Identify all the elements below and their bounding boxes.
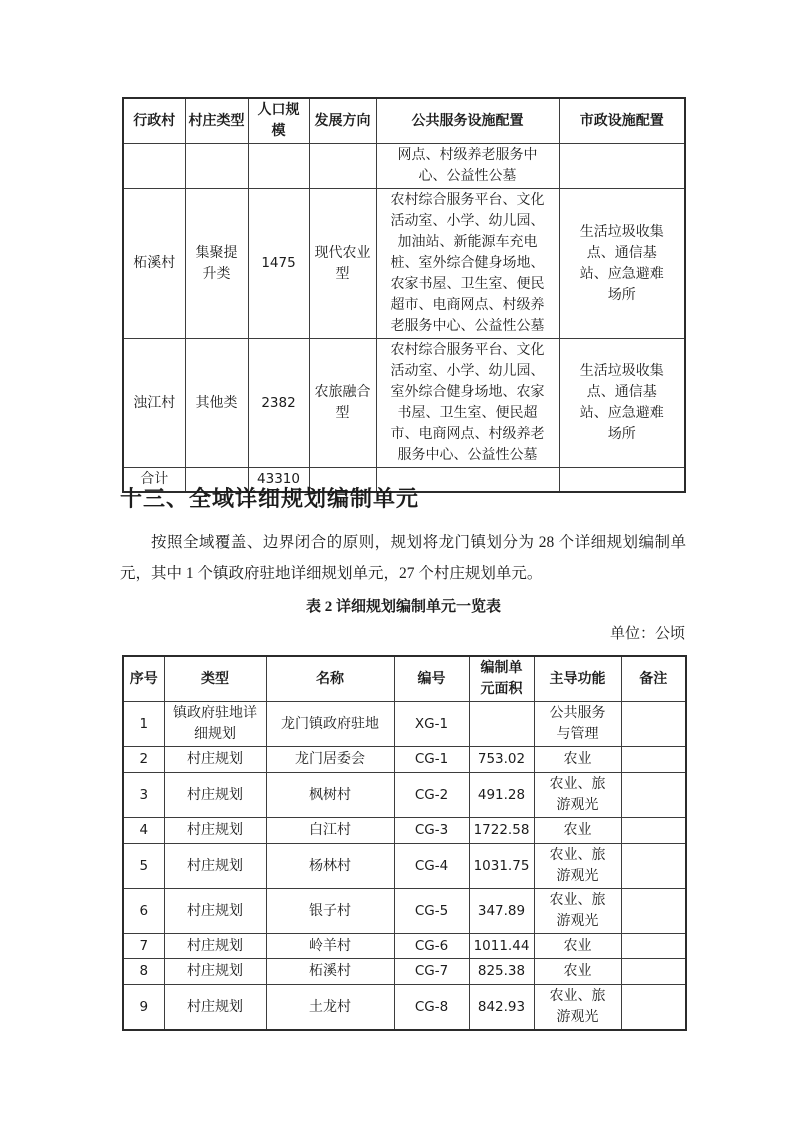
facilities-table xyxy=(122,97,686,493)
table-cell: 825.38 xyxy=(469,959,534,985)
column-header: 发展方向 xyxy=(309,98,376,144)
table-cell: 1011.44 xyxy=(469,934,534,959)
table-cell: 杨林村 xyxy=(266,844,394,889)
table-cell: CG-5 xyxy=(394,889,469,934)
table-row xyxy=(123,818,686,844)
table-cell: 银子村 xyxy=(266,889,394,934)
table-cell xyxy=(621,985,686,1031)
table-cell: 生活垃圾收集点、通信基站、应急避难场所 xyxy=(559,189,685,339)
table-cell: 集聚提升类 xyxy=(185,189,248,339)
table-cell: 合计 xyxy=(123,468,185,493)
table-cell: 347.89 xyxy=(469,889,534,934)
column-header: 市政设施配置 xyxy=(559,98,685,144)
table-cell: 村庄规划 xyxy=(164,889,266,934)
table-cell: 现代农业型 xyxy=(309,189,376,339)
table-cell: 枫树村 xyxy=(266,773,394,818)
table-cell xyxy=(248,144,309,189)
table-row xyxy=(123,747,686,773)
table-cell: 村庄规划 xyxy=(164,773,266,818)
table-cell: 1 xyxy=(123,702,164,747)
table-cell: 白江村 xyxy=(266,818,394,844)
table-cell xyxy=(123,144,185,189)
column-header: 备注 xyxy=(621,656,686,702)
table-cell xyxy=(621,702,686,747)
unit-note: 单位：公顷 xyxy=(609,626,685,642)
table-row xyxy=(123,144,685,189)
table-row xyxy=(123,959,686,985)
column-header: 人口规模 xyxy=(248,98,309,144)
table-cell: 村庄规划 xyxy=(164,985,266,1031)
column-header: 名称 xyxy=(266,656,394,702)
table-cell xyxy=(621,959,686,985)
table-cell: 土龙村 xyxy=(266,985,394,1031)
table-row xyxy=(123,934,686,959)
table-cell: 农村综合服务平台、文化活动室、小学、幼儿园、加油站、新能源车充电桩、室外综合健身场地、农家书屋、卫生室、便民超市、电商网点、村级养老服务中心、公益性公墓 xyxy=(376,189,559,339)
table-cell: 村庄规划 xyxy=(164,844,266,889)
column-header: 序号 xyxy=(123,656,164,702)
table-cell: 网点、村级养老服务中心、公益性公墓 xyxy=(376,144,559,189)
table-row xyxy=(123,773,686,818)
body-paragraph: 按照全域覆盖、边界闭合的原则，规划将龙门镇划分为 28 个详细规划编制单元，其中 1 个镇政府驻地详细规划单元，27 个村庄规划单元。 xyxy=(120,534,686,582)
table-cell: 其他类 xyxy=(185,339,248,468)
table-cell: 农业、旅游观光 xyxy=(534,985,621,1031)
table-cell: 龙门居委会 xyxy=(266,747,394,773)
table-cell: 43310 xyxy=(248,468,309,493)
table-cell: 农村综合服务平台、文化活动室、小学、幼儿园、室外综合健身场地、农家书屋、卫生室、便民超市、电商网点、村级养老服务中心、公益性公墓 xyxy=(376,339,559,468)
table-cell: 6 xyxy=(123,889,164,934)
table-cell: 村庄规划 xyxy=(164,818,266,844)
table-cell: 2382 xyxy=(248,339,309,468)
table-cell: CG-3 xyxy=(394,818,469,844)
table-cell xyxy=(621,818,686,844)
table-cell: 1475 xyxy=(248,189,309,339)
table-cell: 农业 xyxy=(534,934,621,959)
table-cell: 浊江村 xyxy=(123,339,185,468)
table-cell: 1722.58 xyxy=(469,818,534,844)
table-cell: 3 xyxy=(123,773,164,818)
table-cell: 村庄规划 xyxy=(164,934,266,959)
table-row xyxy=(123,985,686,1031)
table-cell: 2 xyxy=(123,747,164,773)
table-cell: XG-1 xyxy=(394,702,469,747)
table-cell: 5 xyxy=(123,844,164,889)
table-cell: 村庄规划 xyxy=(164,747,266,773)
table-cell: 龙门镇政府驻地 xyxy=(266,702,394,747)
column-header: 公共服务设施配置 xyxy=(376,98,559,144)
table-cell: 岭羊村 xyxy=(266,934,394,959)
table-cell: 生活垃圾收集点、通信基站、应急避难场所 xyxy=(559,339,685,468)
table-cell: 农业 xyxy=(534,959,621,985)
table-cell: CG-6 xyxy=(394,934,469,959)
table-cell: 柘溪村 xyxy=(123,189,185,339)
table-cell: 1031.75 xyxy=(469,844,534,889)
table-cell xyxy=(559,144,685,189)
column-header: 编号 xyxy=(394,656,469,702)
table-row xyxy=(123,189,685,339)
table-cell: CG-4 xyxy=(394,844,469,889)
table-cell: 农业、旅游观光 xyxy=(534,844,621,889)
table-cell xyxy=(309,144,376,189)
column-header: 类型 xyxy=(164,656,266,702)
table-cell: 农业 xyxy=(534,818,621,844)
table-row xyxy=(123,702,686,747)
column-header: 行政村 xyxy=(123,98,185,144)
table-cell: CG-1 xyxy=(394,747,469,773)
table-cell: 柘溪村 xyxy=(266,959,394,985)
table-cell: 842.93 xyxy=(469,985,534,1031)
table-cell: 镇政府驻地详细规划 xyxy=(164,702,266,747)
table-cell xyxy=(621,889,686,934)
table-cell xyxy=(621,773,686,818)
table-cell: 9 xyxy=(123,985,164,1031)
table-cell: 农旅融合型 xyxy=(309,339,376,468)
table2-caption: 表 2 详细规划编制单元一览表 xyxy=(305,599,501,615)
table-cell: 农业 xyxy=(534,747,621,773)
table-cell: 公共服务与管理 xyxy=(534,702,621,747)
table-cell: 农业、旅游观光 xyxy=(534,773,621,818)
table-cell: CG-2 xyxy=(394,773,469,818)
table-cell xyxy=(621,934,686,959)
table-cell: 村庄规划 xyxy=(164,959,266,985)
table-cell xyxy=(185,144,248,189)
column-header: 主导功能 xyxy=(534,656,621,702)
table-cell: 7 xyxy=(123,934,164,959)
table-cell xyxy=(621,844,686,889)
column-header xyxy=(469,656,534,702)
table-cell: CG-8 xyxy=(394,985,469,1031)
table-cell: 491.28 xyxy=(469,773,534,818)
table-cell xyxy=(621,747,686,773)
units-table xyxy=(122,655,687,1031)
section-heading: 十三、全域详细规划编制单元 xyxy=(120,486,420,511)
table-cell: 753.02 xyxy=(469,747,534,773)
table-row xyxy=(123,339,685,468)
table-cell: 8 xyxy=(123,959,164,985)
table-cell: CG-7 xyxy=(394,959,469,985)
table-cell: 农业、旅游观光 xyxy=(534,889,621,934)
column-header-text: 编制单元面积 xyxy=(480,661,523,697)
table-cell: 4 xyxy=(123,818,164,844)
table-cell xyxy=(469,702,534,747)
table-row xyxy=(123,844,686,889)
facilities-header-row xyxy=(123,98,685,144)
table-row xyxy=(123,889,686,934)
units-header-row xyxy=(123,656,686,702)
column-header: 村庄类型 xyxy=(185,98,248,144)
